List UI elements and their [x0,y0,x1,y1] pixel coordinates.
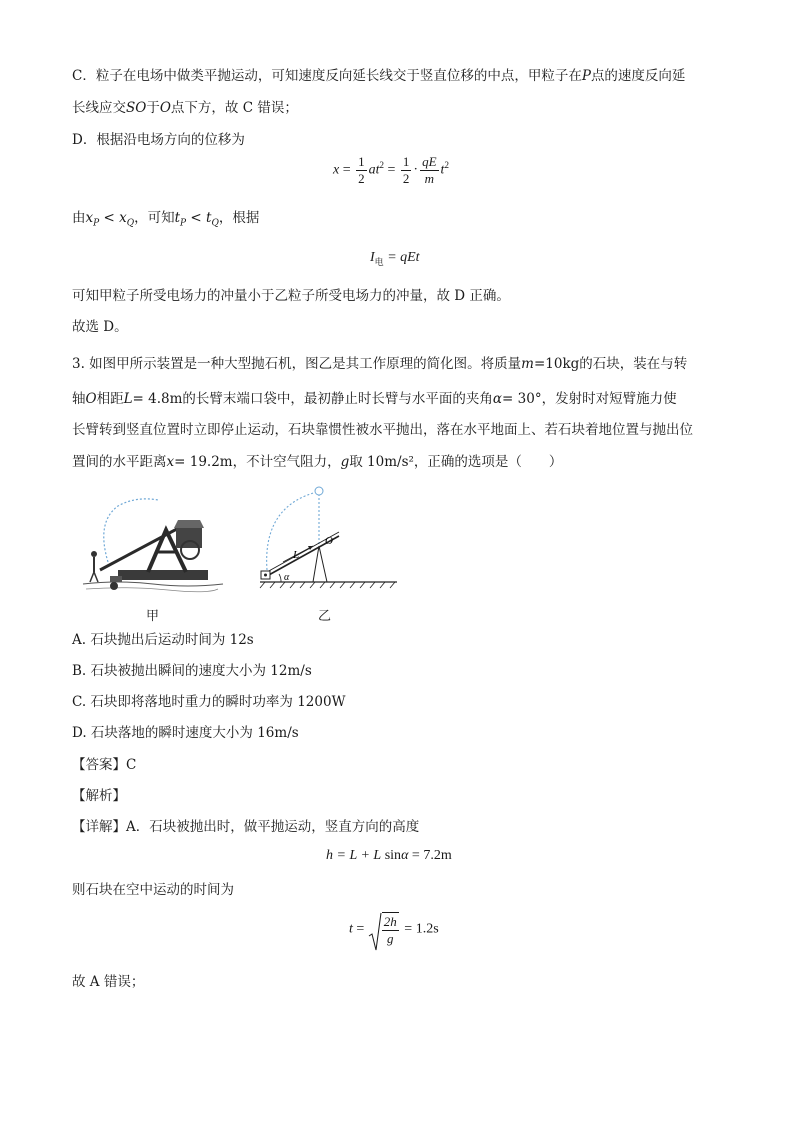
answer-value: C [126,757,137,773]
detail-line: 【详解】A．石块被抛出时，做平抛运动，竖直方向的高度 [72,819,420,835]
schematic-diagram [255,484,405,594]
equation-height: h = L + L sinα = 7.2m [326,848,452,863]
answer-label: 【答案】 [72,757,126,773]
catapult-illustration [78,492,228,602]
label-O: O [325,535,333,547]
equation-displacement: x = $\frac{1}{2}$ $at^2$ = $\frac{1}{2}$ · $\frac{qE}{m}$ $t^2$ [333,154,449,186]
label-L: L [293,549,300,561]
question-3-line-3: 长臂转到竖直位置时立即停止运动，石块靠惯性被水平抛出，落在水平地面上、若石块着地位置与抛出位 [72,422,693,438]
section-d-line-4: 故选 D。 [72,319,128,335]
equation-impulse: $I_电$ = qEt [370,250,420,267]
section-c-line-1: C．粒子在电场中做类平抛运动，可知速度反向延长线交于竖直位移的中点，甲粒子在P点的速度反向延 [72,68,686,84]
option-d: D. 石块落地的瞬时速度大小为 16m/s [72,725,299,741]
time-intro-line: 则石块在空中运动的时间为 [72,882,234,898]
analysis-label: 【解析】 [72,788,126,804]
conclusion-line: 故 A 错误； [72,974,145,990]
option-c: C. 石块即将落地时重力的瞬时功率为 1200W [72,694,346,710]
var-p: P [581,68,591,84]
section-c-line-2: 长线应交SO于O点下方，故 C 错误； [72,100,298,116]
question-3-line-2: 轴O相距L= 4.8m的长臂末端口袋中，最初静止时长臂与水平面的夹角α= 30°，发射时对短臂施力使 [72,391,677,407]
option-b: B. 石块被抛出瞬间的速度大小为 12m/s [72,663,312,679]
equation-time: t = $\frac{2h}{g}$ = 1.2s [349,912,439,958]
figure-caption-yi: 乙 [318,609,332,624]
section-d-line-2: 由$x_P < x_Q$，可知$t_P < t_Q$，根据 [72,210,260,229]
label-alpha: α [284,572,290,583]
section-d-line-1: D．根据沿电场方向的位移为 [72,132,245,148]
question-3-line-4: 置间的水平距离x= 19.2m，不计空气阻力，g取 10m/s²，正确的选项是（ ） [72,454,563,470]
figure-caption-jia: 甲 [146,609,160,624]
option-a: A. 石块抛出后运动时间为 12s [72,632,254,648]
answer-line [72,755,136,775]
question-3-line-1: 3. 如图甲所示装置是一种大型抛石机，图乙是其工作原理的简化图。将质量m=10kg的石块，装在与转 [72,356,688,372]
section-d-line-3: 可知甲粒子所受电场力的冲量小于乙粒子所受电场力的冲量，故 D 正确。 [72,288,510,304]
